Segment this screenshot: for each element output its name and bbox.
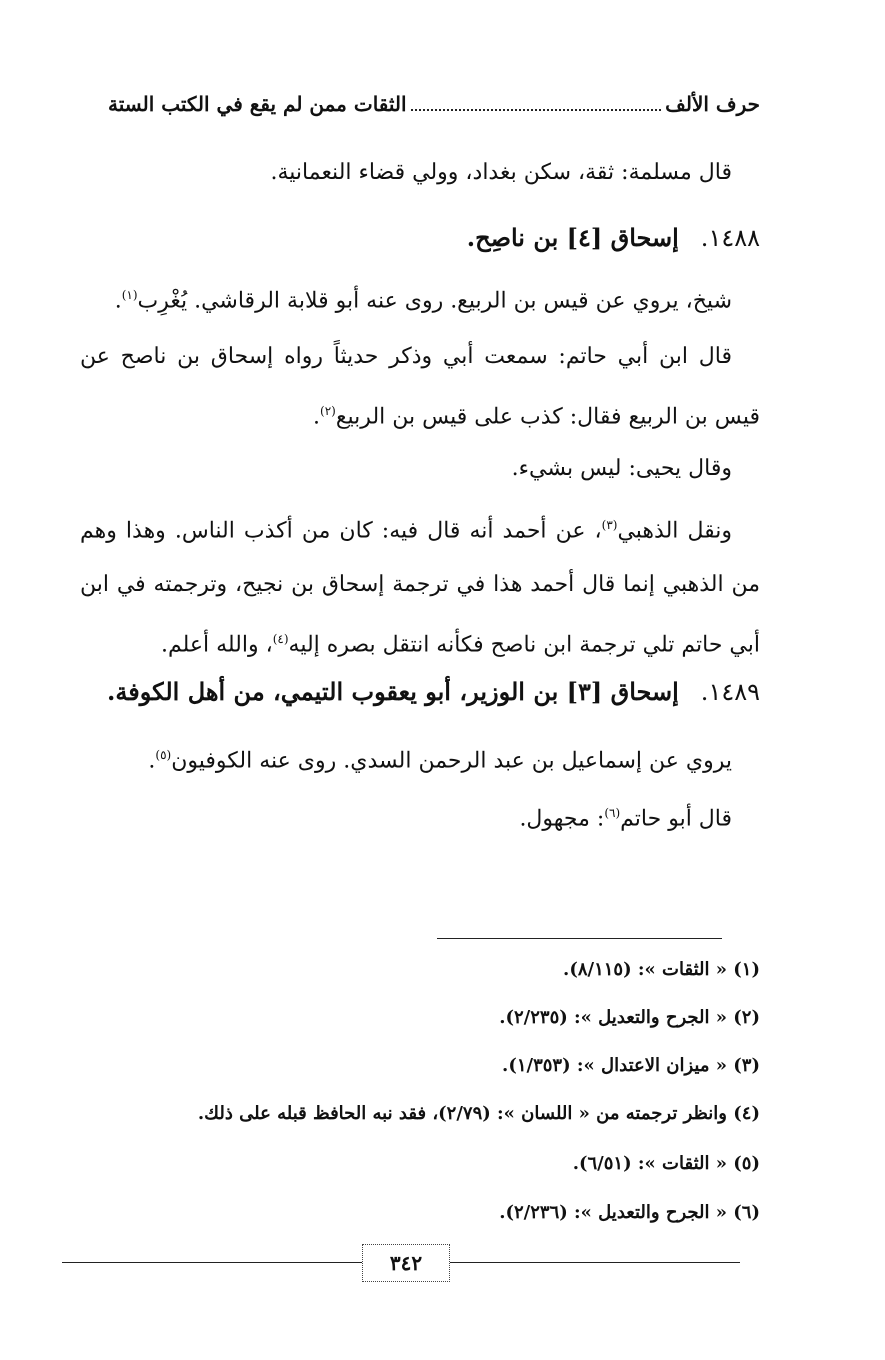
entry-heading-1488 bbox=[70, 218, 760, 258]
paragraph-dhahabi bbox=[80, 498, 760, 673]
entry-title: إسحاق [٣] بن الوزير، أبو يعقوب التيمي، من أهل الكوفة. bbox=[107, 677, 679, 706]
paragraph-text: ونقل الذهبي bbox=[617, 518, 732, 544]
entry-number: ١٤٨٨. bbox=[700, 224, 760, 252]
paragraph-yarwi: يروي عن إسماعيل بن عبد الرحمن السدي. روى عنه الكوفيون$^{(٥)}$. bbox=[148, 748, 732, 774]
footnote-ref: (٦) bbox=[604, 806, 621, 820]
paragraph-text: قال ابن أبي حاتم: سمعت أبي وذكر حديثاً رواه إسحاق بن ناصح عن قيس بن الربيع فقال: كذب على قيس بن الربيع bbox=[80, 344, 760, 430]
paragraph-text: شيخ، يروي عن قيس بن الربيع. روى عنه أبو قلابة الرقاشي. يُغْرِب bbox=[137, 288, 732, 314]
paragraph-maslama: قال مسلمة: ثقة، سكن بغداد، وولي قضاء النعمانية. bbox=[270, 160, 732, 185]
running-header bbox=[108, 92, 760, 128]
footnote-2: (٢) « الجرح والتعديل »: (٢/٢٣٥). bbox=[499, 1007, 760, 1028]
footnote-ref: (٥) bbox=[155, 748, 172, 762]
footnote-ref: (٤) bbox=[272, 632, 289, 647]
paragraph-text: ، عن أحمد أنه قال فيه: كان من أكذب الناس. وهذا وهم من الذهبي إنما قال أحمد هذا في ترجمة إسحاق بن نجيح، وترجمته في ابن أبي حاتم تلي ترجمة ابن ناصح فكأنه انتقل بصره إليه bbox=[80, 518, 760, 658]
page-number: ٣٤٢ bbox=[362, 1244, 450, 1282]
footnote-1: (١) « الثقات »: (٨/١١٥). bbox=[563, 959, 760, 980]
footnote-4: (٤) وانظر ترجمته من « اللسان »: (٢/٧٩)، فقد نبه الحافظ قبله على ذلك. bbox=[197, 1103, 760, 1124]
paragraph-abu-hatim bbox=[80, 786, 760, 846]
page-number-rule-left bbox=[62, 1262, 362, 1263]
footnote-6: (٦) « الجرح والتعديل »: (٢/٢٣٦). bbox=[499, 1202, 760, 1223]
entry-number: ١٤٨٩. bbox=[700, 678, 760, 706]
paragraph-shaykh: شيخ، يروي عن قيس بن الربيع. روى عنه أبو قلابة الرقاشي. يُغْرِب$^{(١)}$. bbox=[114, 288, 732, 314]
entry-heading-1489 bbox=[70, 672, 760, 712]
footnote-3: (٣) « ميزان الاعتدال »: (١/٣٥٣). bbox=[502, 1055, 760, 1076]
paragraph-text: : مجهول. bbox=[519, 806, 605, 832]
paragraph-text: ، والله أعلم. bbox=[160, 632, 273, 658]
header-section: حرف الألف bbox=[665, 92, 760, 116]
footnote-separator bbox=[437, 938, 722, 939]
footnote-ref: (٣) bbox=[601, 518, 618, 532]
header-dot-leader bbox=[411, 109, 662, 111]
header-book-title: الثقات ممن لم يقع في الكتب الستة bbox=[108, 92, 407, 116]
paragraph-text: قال أبو حاتم bbox=[620, 806, 732, 832]
paragraph-ibn-abi-hatim: قال ابن أبي حاتم: سمعت أبي وذكر حديثاً رواه إسحاق بن ناصح عن قيس بن الربيع فقال: كذب على قيس بن الربيع$^{(٢)}$. bbox=[80, 344, 760, 430]
footnote-ref: (٢) bbox=[320, 404, 336, 418]
footnote-ref: (١) bbox=[121, 288, 138, 302]
entry-title: إسحاق [٤] بن ناصِح. bbox=[466, 223, 679, 252]
paragraph-yahya: وقال يحيى: ليس بشيء. bbox=[511, 456, 732, 481]
page-number-rule-right bbox=[448, 1262, 740, 1263]
paragraph-text: يروي عن إسماعيل بن عبد الرحمن السدي. روى عنه الكوفيون bbox=[171, 748, 732, 774]
footnote-5: (٥) « الثقات »: (٦/٥١). bbox=[572, 1153, 760, 1174]
